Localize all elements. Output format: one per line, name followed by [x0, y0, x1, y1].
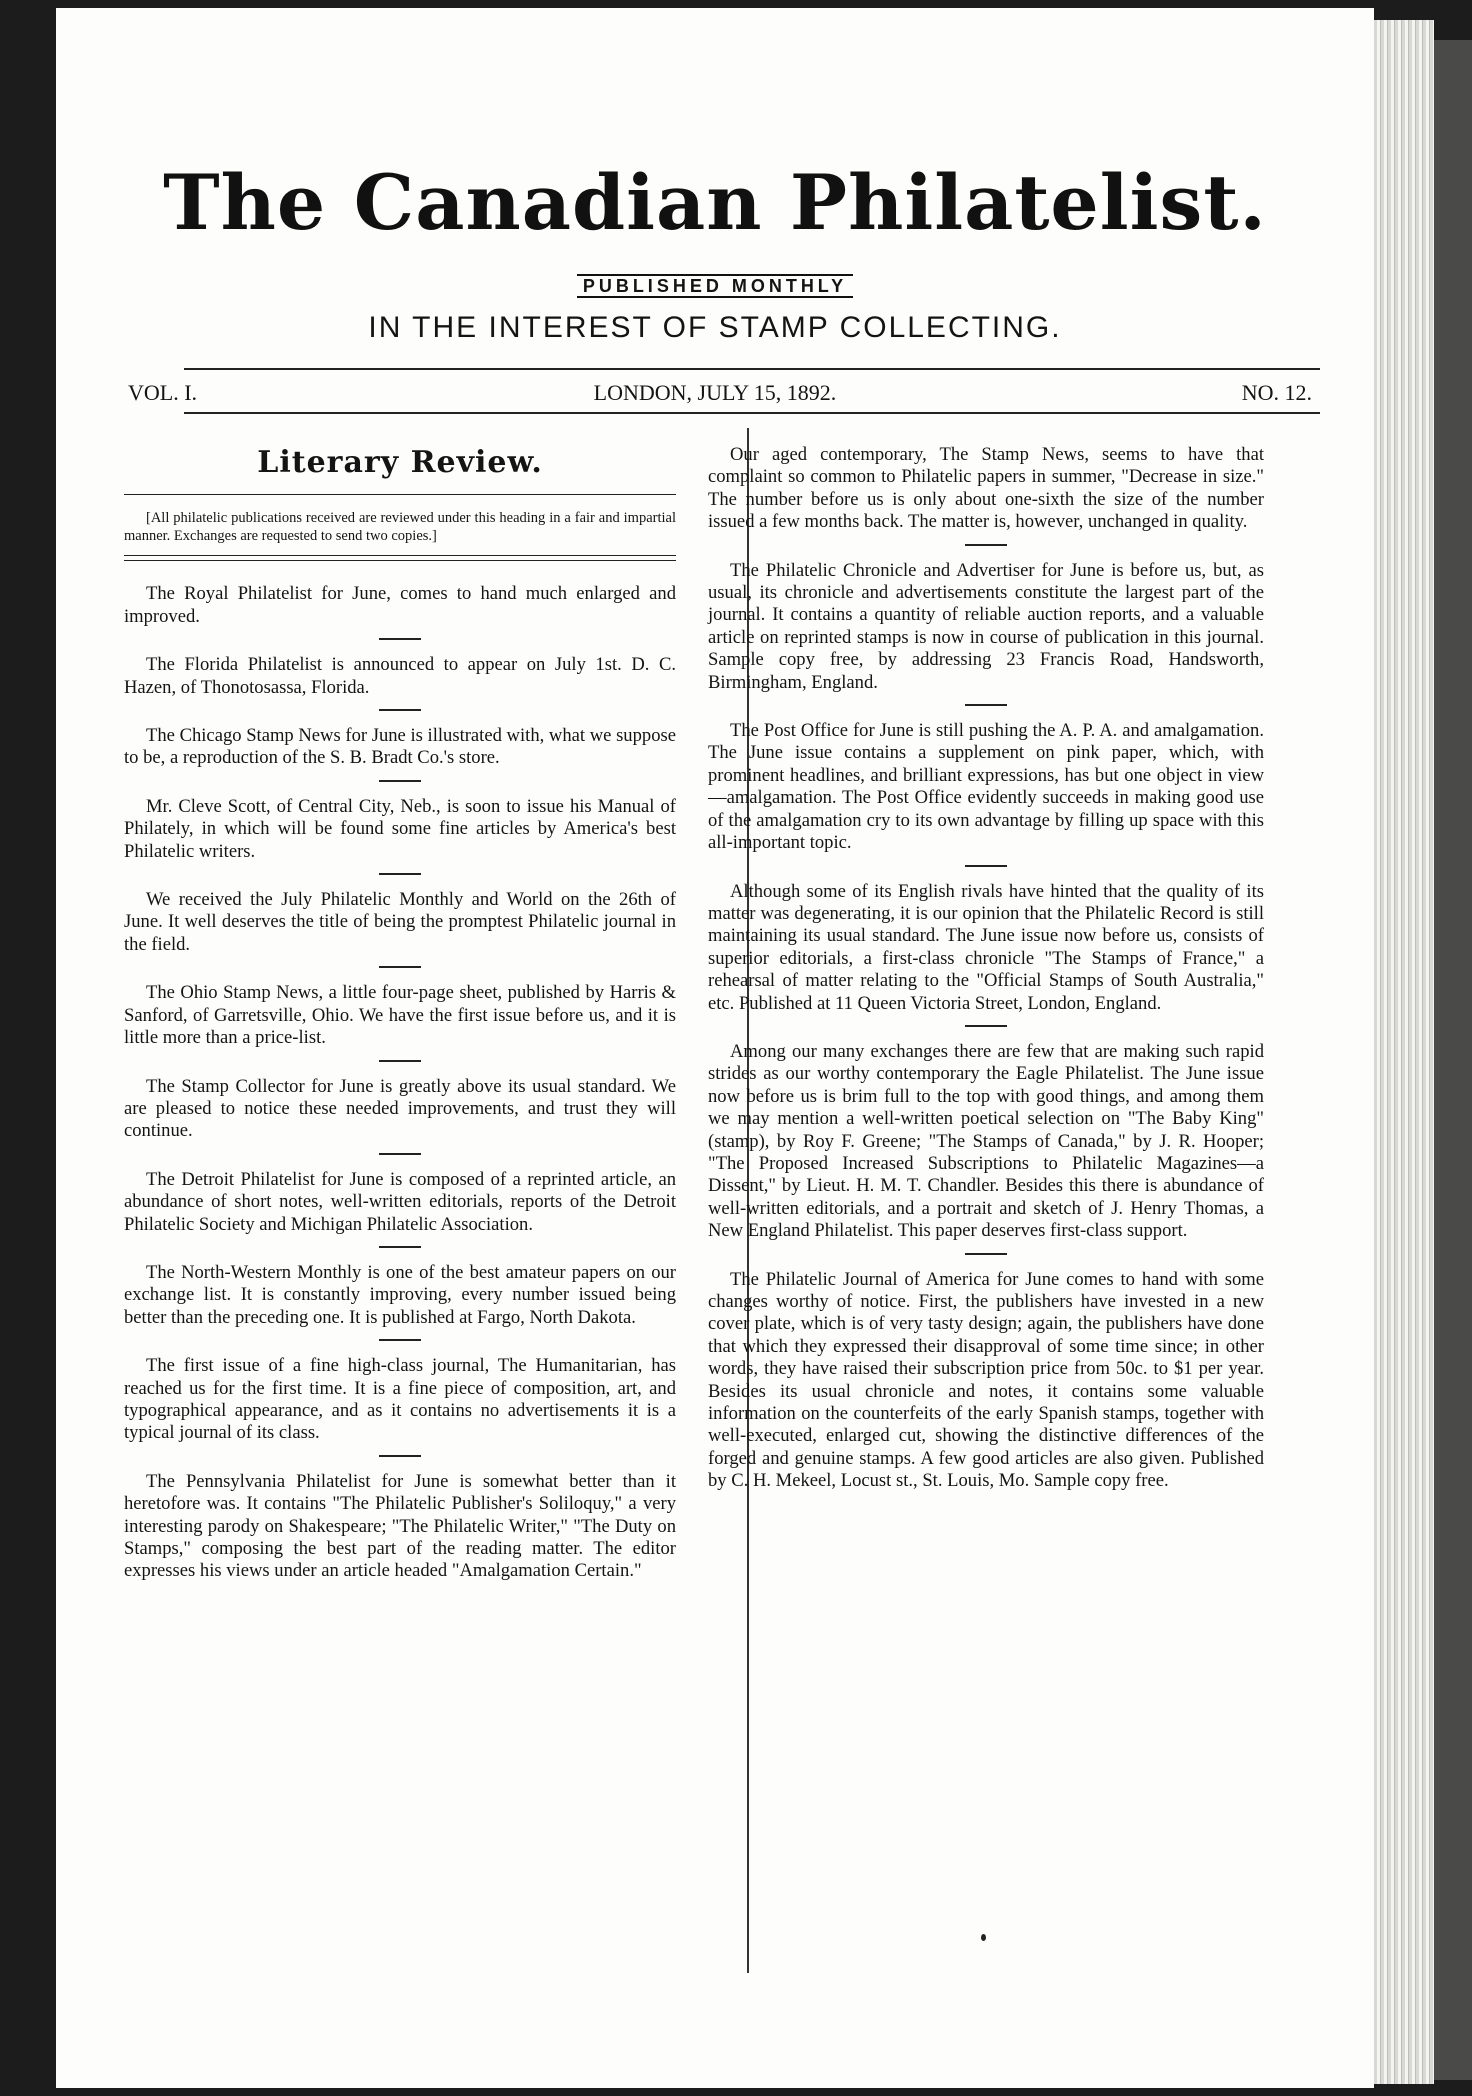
left-separator [379, 966, 421, 968]
left-article: The first issue of a fine high-class journal, The Humanitarian, has reached us for the first time. It is a fine piece of composition, art, and typographical appearance, and as it contains no advertisements it is a typical journal of its class. [124, 1355, 676, 1444]
right-separator [965, 544, 1007, 546]
left-article: Mr. Cleve Scott, of Central City, Neb., is soon to issue his Manual of Philately, in which will be found some fine articles by America's best Philatelic writers. [124, 795, 676, 862]
left-article: The Pennsylvania Philatelist for June is somewhat better than it heretofore was. It contains "The Philatelic Publisher's Soliloquy," a very interesting parody on Shakespeare; "The Philatelic Writer," "The Duty on Stamps," composing the best part of the reading matter. The editor expresses his views under an article headed "Amalgamation Certain." [124, 1470, 676, 1582]
left-article: The Royal Philatelist for June, comes to hand much enlarged and improved. [124, 583, 676, 627]
left-article: The Chicago Stamp News for June is illustrated with, what we suppose to be, a reproduction of the S. B. Bradt Co.'s store. [124, 725, 676, 769]
book-page-edges [1374, 20, 1434, 2084]
page [56, 8, 1374, 2088]
left-articles [124, 583, 676, 1582]
right-column [708, 444, 1264, 1503]
left-article: The Florida Philatelist is announced to appear on July 1st. D. C. Hazen, of Thonotosassa, Florida. [124, 654, 676, 698]
masthead-subtitle-text: PUBLISHED MONTHLY [577, 274, 853, 298]
right-separator [965, 1025, 1007, 1027]
notice-rule [124, 555, 676, 561]
volume-label: VOL. I. [128, 380, 198, 405]
header-rule-top [184, 368, 1320, 370]
right-article: The Post Office for June is still pushing the A. P. A. and amalgamation. The June issue contains a supplement on pink paper, which, with prominent headlines, and brilliant expressions, has but one object in view—amalgamation. The Post Office evidently succeeds in making good use of the amalgamation cry to its own advantage by filling up space with this all-important topic. [708, 720, 1264, 854]
left-article: The Ohio Stamp News, a little four-page sheet, published by Harris & Sanford, of Garretsville, Ohio. We have the first issue before us, and it is little more than a price-list. [124, 982, 676, 1049]
header-rule-bottom [184, 412, 1320, 414]
left-article: We received the July Philatelic Monthly and World on the 26th of June. It well deserves the title of being the promptest Philatelic journal in the field. [124, 889, 676, 955]
left-article: The North-Western Monthly is one of the best amateur papers on our exchange list. It is constantly improving, every number issued being better than the preceding one. It is published at Fargo, North Dakota. [124, 1261, 676, 1328]
left-column [124, 438, 676, 1593]
masthead-tagline: IN THE INTEREST OF STAMP COLLECTING. [368, 311, 1062, 344]
right-articles [708, 444, 1264, 1493]
right-separator [965, 1253, 1007, 1255]
left-separator [379, 1060, 421, 1062]
right-article: The Philatelic Chronicle and Advertiser for June is before us, but, as usual, its chronicle and advertisements constitute the largest part of the journal. It contains a quantity of reliable auction reports, and a valuable article on reprinted stamps is now in course of publication in this journal. Sample copy free, by addressing 23 Francis Road, Handsworth, Birmingham, England. [708, 559, 1264, 693]
right-article: Although some of its English rivals have hinted that the quality of its matter was degenerating, it is our opinion that the Philatelic Record is still maintaining its usual standard. The June issue now before us, consists of superior editorials, a first-class chronicle "The Stamps of France," a rehearsal of matter relating to the "Official Stamps of South Australia," etc. Published at 11 Queen Victoria Street, London, England. [708, 880, 1264, 1014]
place-date: LONDON, JULY 15, 1892. [593, 380, 837, 405]
masthead-subtitle [56, 276, 1374, 297]
left-separator [379, 1246, 421, 1248]
left-article: The Stamp Collector for June is greatly above its usual standard. We are pleased to notice these needed improvements, and trust they will continue. [124, 1075, 676, 1142]
left-separator [379, 1339, 421, 1341]
book-spine-shadow [1434, 40, 1472, 2080]
section-title: Literary Review. [257, 445, 543, 480]
right-article: Our aged contemporary, The Stamp News, seems to have that complaint so common to Philatelic papers in summer, "Decrease in size." The number before us is only about one-sixth the size of the number issued a few months back. The matter is, however, unchanged in quality. [708, 444, 1264, 533]
left-separator [379, 780, 421, 782]
issue-number: NO. 12. [1241, 380, 1312, 405]
ornament-dot [981, 1934, 986, 1941]
left-separator [379, 709, 421, 711]
right-article: Among our many exchanges there are few that are making such rapid strides as our worthy contemporary the Eagle Philatelist. The June issue now before us is brim full to the top with good things, and among them we may mention a well-written poetical selection on "The Baby King" (stamp), by Roy F. Greene; "The Stamps of Canada," by J. R. Hooper; "The Proposed Increased Subscriptions to Philatelic Magazines—a Dissent," by Lieut. H. M. T. Chandler. Besides this there is abundance of well-written editorials, and a portrait and sketch of J. Henry Thomas, a New England Philatelist. This paper deserves first-class support. [708, 1040, 1264, 1242]
left-separator [379, 1153, 421, 1155]
right-separator [965, 704, 1007, 706]
section-notice: [All philatelic publications received are reviewed under this heading in a fair and impartial manner. Exchanges are requested to send two copies.] [124, 494, 676, 545]
left-separator [379, 638, 421, 640]
right-separator [965, 865, 1007, 867]
masthead-title: The Canadian Philatelist. [163, 158, 1267, 247]
left-separator [379, 1455, 421, 1457]
left-article: The Detroit Philatelist for June is composed of a reprinted article, an abundance of short notes, well-written editorials, reports of the Detroit Philatelic Society and Michigan Philatelic Association. [124, 1168, 676, 1235]
left-separator [379, 873, 421, 875]
right-article: The Philatelic Journal of America for June comes to hand with some changes worthy of notice. First, the publishers have invested in a new cover plate, which is of very tasty design; again, the publishers have done that which they expressed their disapproval of some time since; in other words, they have raised their subscription price from 50c. to $1 per year. Besides its usual chronicle and notes, it contains some valuable information on the counterfeits of the early Spanish stamps, together with well-executed, enlarged cut, showing the distinctive differences of the forged and genuine stamps. A few good articles are also given. Published by C. H. Mekeel, Locust st., St. Louis, Mo. Sample copy free. [708, 1268, 1264, 1492]
